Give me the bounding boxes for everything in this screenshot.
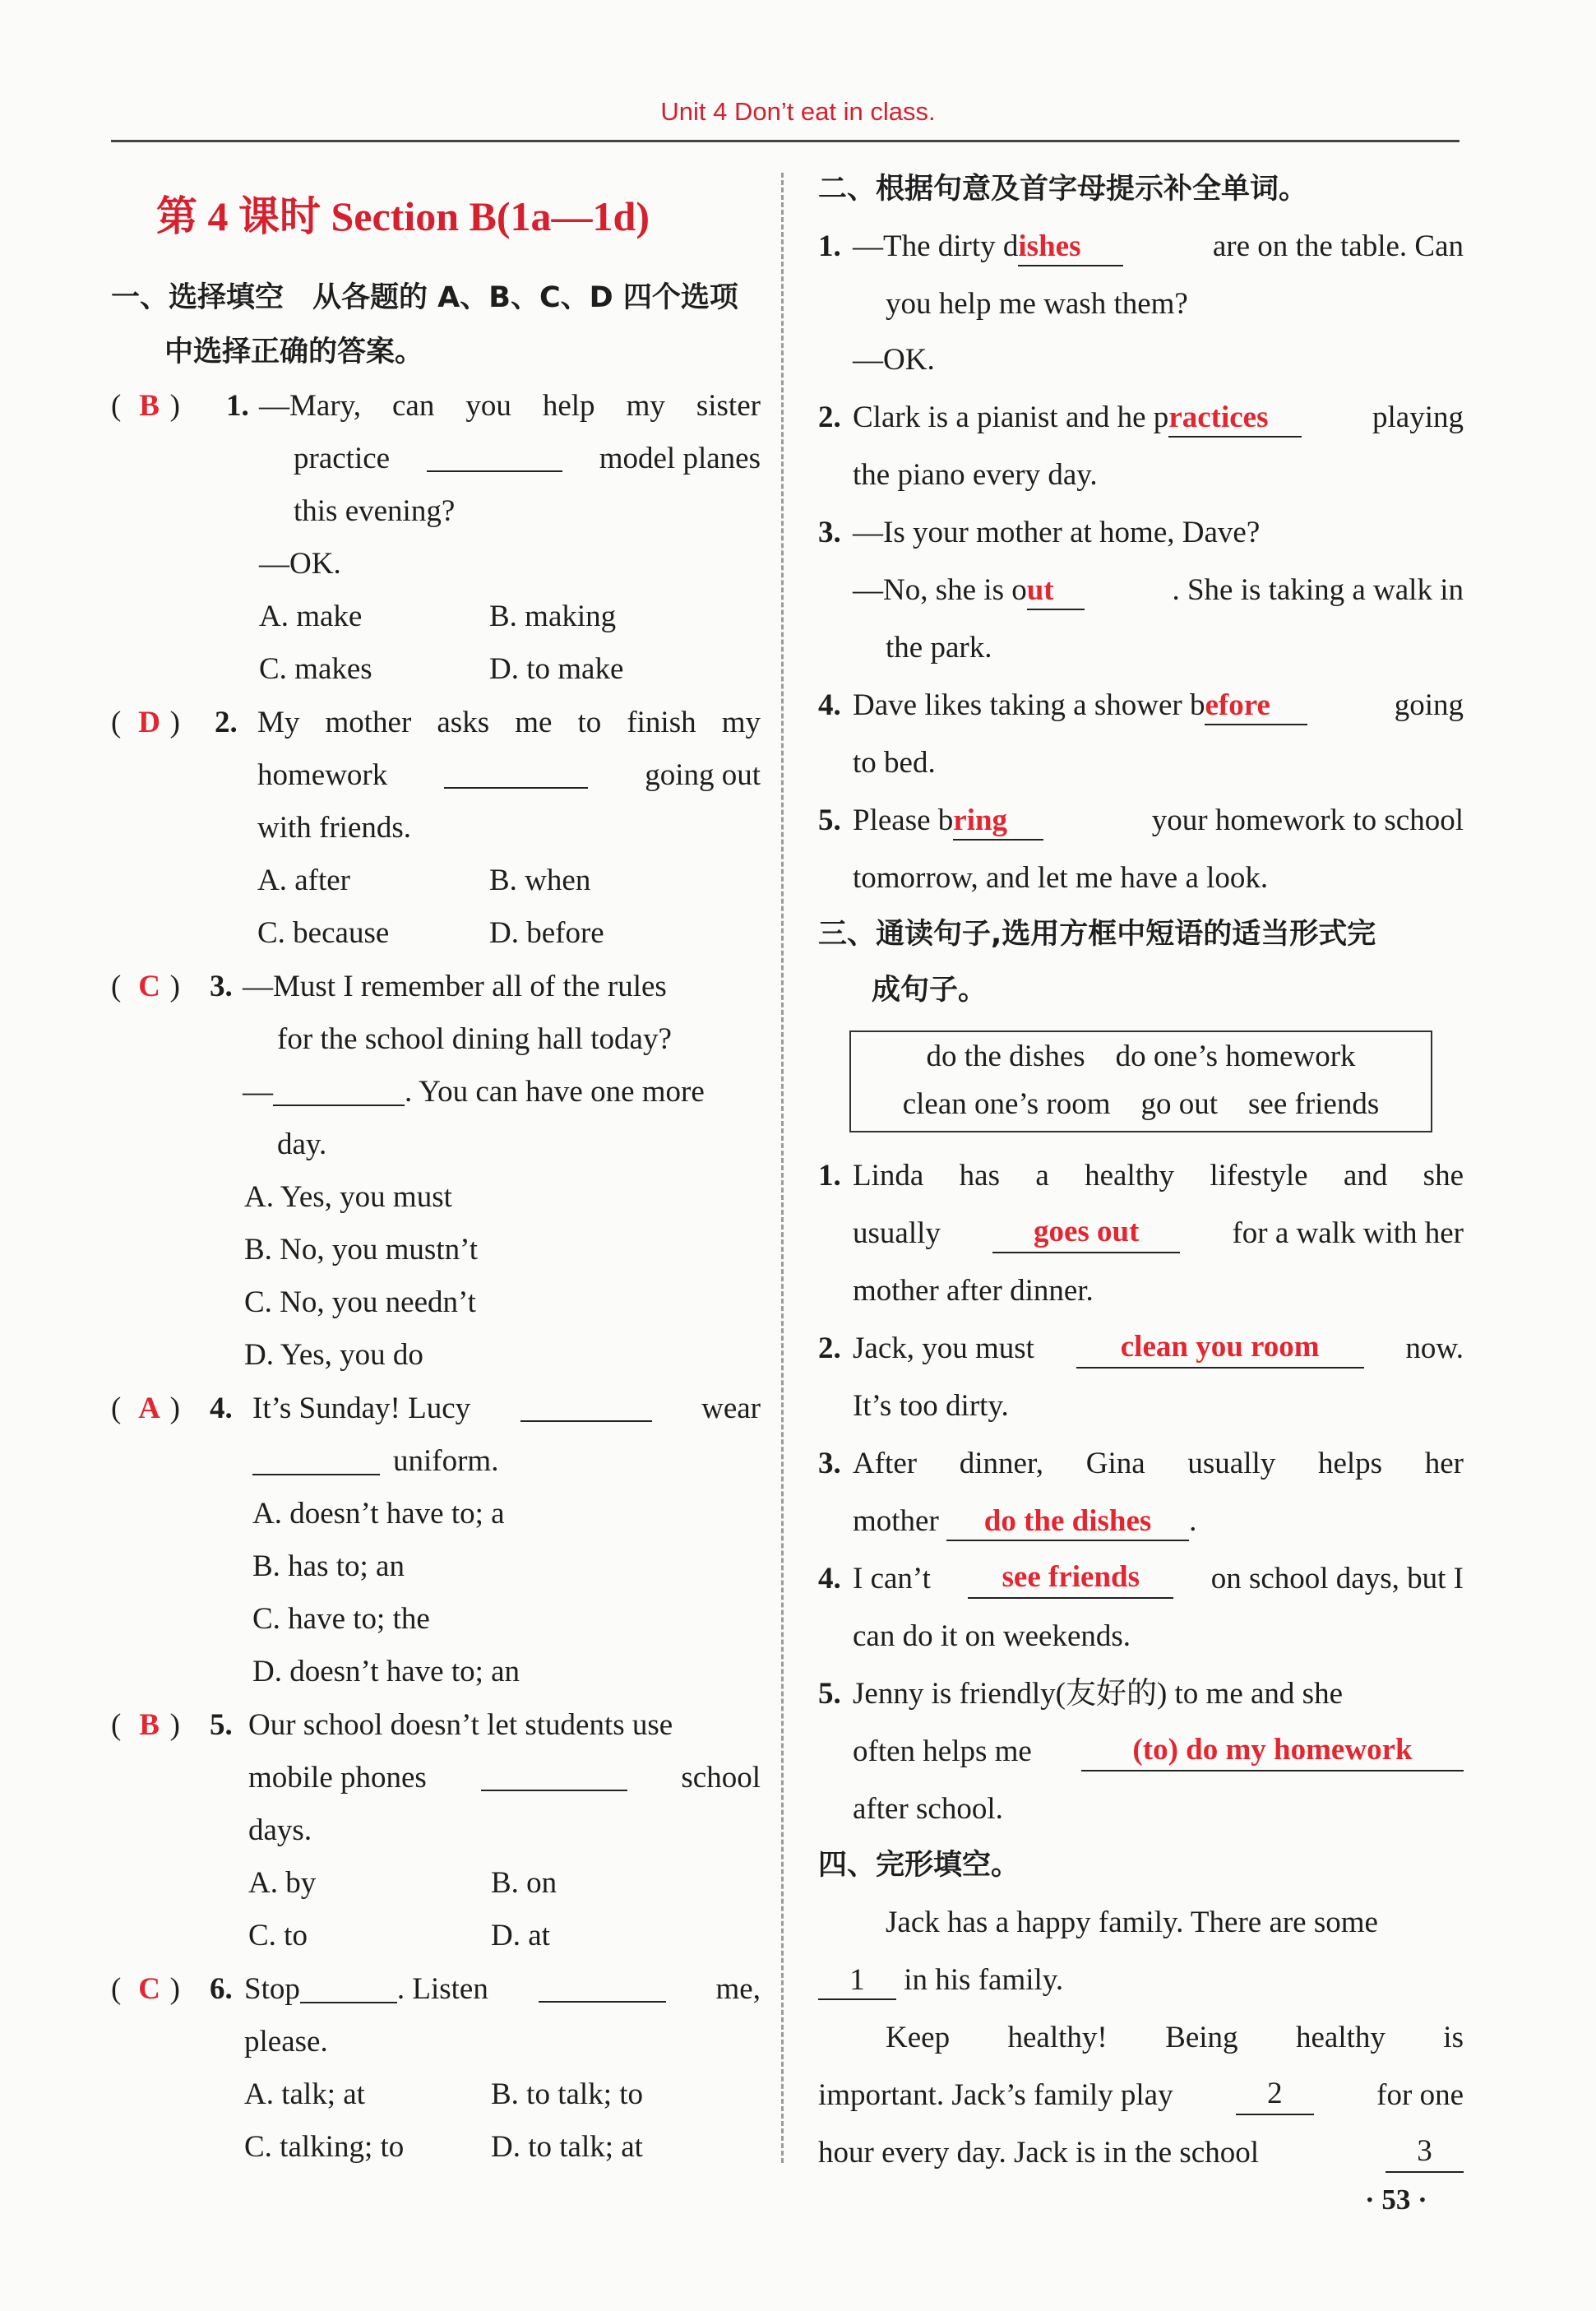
answer-blank[interactable]	[427, 439, 562, 472]
filled-answer[interactable]: ut	[1027, 572, 1085, 610]
question-line: —Must I remember all of the rules	[243, 970, 667, 1003]
question-line: — . You can have one more	[243, 1075, 705, 1109]
option-a: A. make	[259, 600, 363, 633]
phrase-box-line: clean one’s room go out see friends	[902, 1087, 1380, 1121]
question-line: to bed.	[853, 746, 936, 780]
option-d: D. Yes, you do	[244, 1338, 423, 1372]
question-line: mother do the dishes .	[853, 1502, 1196, 1541]
question-line: My mother asks me to finish my	[257, 706, 761, 739]
question-line: —OK.	[853, 343, 935, 377]
question-number: 1.	[818, 1159, 841, 1193]
answer-letter: B	[139, 389, 160, 423]
question-line: with friends.	[257, 811, 412, 845]
section3-heading-cont: 成句子。	[872, 974, 988, 1007]
answer-bracket: ( B )	[111, 1706, 180, 1745]
question-line: days.	[248, 1813, 312, 1847]
question-line: It’s too dirty.	[853, 1389, 1009, 1423]
question-line: Please bring your homework to school	[853, 801, 1464, 841]
question-line: Clark is a pianist and he practices playing	[853, 398, 1464, 438]
section2-heading: 二、根据句意及首字母提示补全单词。	[818, 173, 1308, 206]
question-line: Jenny is friendly(友好的) to me and she	[853, 1677, 1343, 1711]
question-line: Stop . Listen me,	[244, 1970, 761, 2009]
question-number: 1.	[226, 389, 249, 423]
answer-letter: D	[138, 706, 160, 739]
question-line: —The dirty dishes are on the table. Can	[853, 227, 1464, 266]
answer-bracket: ( C )	[111, 967, 180, 1007]
question-number: 2.	[818, 401, 841, 434]
question-line: Our school doesn’t let students use	[248, 1708, 673, 1742]
question-number: 5.	[818, 1677, 841, 1711]
question-line: practice model planes	[294, 439, 761, 479]
answer-blank[interactable]	[444, 756, 588, 789]
question-line: can do it on weekends.	[853, 1619, 1131, 1653]
question-line: mobile phones school	[248, 1758, 761, 1798]
option-b: B. when	[489, 864, 591, 897]
option-a: A. doesn’t have to; a	[252, 1497, 505, 1531]
section1-heading: 一、选择填空 从各题的 A、B、C、D 四个选项	[111, 281, 738, 314]
running-header: Unit 4 Don’t eat in class.	[660, 97, 936, 126]
option-c: C. to	[248, 1919, 308, 1952]
filled-answer[interactable]: ractices	[1168, 400, 1302, 438]
cloze-blank[interactable]: 1	[818, 1962, 896, 2000]
phrase-box-line: do the dishes do one’s homework	[926, 1040, 1356, 1073]
question-line: you help me wash them?	[886, 287, 1188, 321]
filled-answer[interactable]: clean you room	[1076, 1329, 1364, 1369]
option-b: B. on	[491, 1866, 557, 1900]
option-b: B. to talk; to	[491, 2077, 643, 2111]
passage-line: Jack has a happy family. There are some	[886, 1906, 1378, 1939]
question-number: 6.	[210, 1972, 233, 2006]
question-line: Dave likes taking a shower before going	[853, 686, 1464, 725]
option-c: C. have to; the	[252, 1602, 430, 1636]
option-a: A. Yes, you must	[244, 1180, 452, 1214]
lesson-title: 第 4 课时 Section B(1a—1d)	[156, 193, 650, 239]
answer-letter: A	[138, 1392, 160, 1425]
option-b: B. No, you mustn’t	[244, 1233, 479, 1267]
page-number: · 53 ·	[1365, 2184, 1427, 2216]
option-c: C. because	[257, 916, 390, 950]
cloze-blank[interactable]: 3	[1386, 2133, 1464, 2173]
question-line: day.	[277, 1128, 327, 1161]
filled-answer[interactable]: efore	[1205, 688, 1307, 725]
question-line: uniform.	[252, 1442, 498, 1481]
answer-letter: C	[138, 970, 160, 1003]
answer-letter: B	[139, 1708, 160, 1742]
header-rule	[111, 140, 1460, 142]
question-line: the piano every day.	[853, 458, 1098, 492]
option-c: C. talking; to	[244, 2130, 405, 2164]
question-line: After dinner, Gina usually helps her	[853, 1447, 1464, 1480]
passage-line: important. Jack’s family play 2 for one	[818, 2076, 1464, 2115]
filled-answer[interactable]: see friends	[968, 1559, 1173, 1599]
option-c: C. No, you needn’t	[244, 1285, 476, 1319]
section1-heading-cont: 中选择正确的答案。	[164, 336, 424, 368]
answer-blank[interactable]	[252, 1443, 380, 1475]
cloze-blank[interactable]: 2	[1236, 2076, 1314, 2115]
question-number: 4.	[210, 1392, 233, 1425]
answer-bracket: ( D )	[111, 703, 180, 743]
question-line: usually goes out for a walk with her	[853, 1214, 1464, 1253]
option-a: A. talk; at	[244, 2077, 365, 2111]
question-number: 3.	[210, 970, 233, 1003]
question-line: —Is your mother at home, Dave?	[853, 516, 1261, 549]
question-number: 4.	[818, 688, 841, 722]
passage-line: Keep healthy! Being healthy is	[886, 2021, 1464, 2054]
question-number: 1.	[818, 229, 841, 263]
filled-answer[interactable]: ring	[953, 803, 1043, 841]
answer-blank[interactable]	[481, 1758, 627, 1791]
option-b: B. making	[489, 600, 617, 633]
option-d: D. before	[489, 916, 604, 950]
question-line: —Mary, can you help my sister	[259, 389, 761, 423]
question-line: Linda has a healthy lifestyle and she	[853, 1159, 1464, 1193]
question-line: after school.	[853, 1792, 1003, 1826]
question-line: It’s Sunday! Lucy wear	[252, 1389, 761, 1429]
question-line: Jack, you must clean you room now.	[853, 1329, 1464, 1369]
filled-answer[interactable]: (to) do my homework	[1081, 1732, 1464, 1771]
question-line: this evening?	[294, 494, 456, 528]
section3-heading: 三、通读句子,选用方框中短语的适当形式完	[818, 918, 1376, 951]
answer-letter: C	[138, 1972, 160, 2006]
question-line: homework going out	[257, 756, 761, 795]
answer-bracket: ( A )	[111, 1389, 180, 1429]
answer-blank[interactable]	[300, 1971, 397, 2003]
question-line: —No, she is out . She is taking a walk in	[853, 571, 1464, 610]
filled-answer[interactable]: do the dishes	[946, 1503, 1189, 1541]
section4-heading: 四、完形填空。	[818, 1849, 1020, 1882]
question-line: —OK.	[259, 547, 341, 581]
option-d: D. to make	[489, 652, 624, 686]
answer-bracket: ( C )	[111, 1970, 180, 2009]
question-number: 3.	[818, 1447, 841, 1480]
question-line: mother after dinner.	[853, 1274, 1094, 1308]
question-line: please.	[244, 2025, 328, 2059]
column-divider	[781, 173, 784, 2163]
phrase-box	[849, 1030, 1432, 1132]
question-number: 3.	[818, 516, 841, 549]
passage-line: hour every day. Jack is in the school 3	[818, 2133, 1464, 2173]
passage-line: 1 in his family.	[818, 1961, 1063, 2000]
answer-blank[interactable]	[520, 1389, 652, 1422]
answer-blank[interactable]	[273, 1073, 405, 1106]
answer-blank[interactable]	[539, 1970, 666, 2003]
option-a: A. after	[257, 864, 350, 897]
question-number: 4.	[818, 1562, 841, 1595]
filled-answer[interactable]: goes out	[992, 1214, 1180, 1253]
question-number: 2.	[818, 1331, 841, 1365]
question-line: the park.	[886, 631, 992, 665]
question-line: often helps me (to) do my homework	[853, 1732, 1464, 1771]
filled-answer[interactable]: ishes	[1018, 229, 1123, 266]
option-d: D. at	[491, 1919, 550, 1952]
question-line: for the school dining hall today?	[277, 1022, 672, 1056]
question-number: 2.	[215, 706, 238, 739]
option-d: D. doesn’t have to; an	[252, 1655, 520, 1688]
option-d: D. to talk; at	[491, 2130, 643, 2164]
option-b: B. has to; an	[252, 1549, 405, 1583]
option-a: A. by	[248, 1866, 317, 1900]
question-number: 5.	[818, 804, 841, 837]
question-line: tomorrow, and let me have a look.	[853, 861, 1269, 895]
question-line: I can’t see friends on school days, but I	[853, 1559, 1464, 1599]
option-c: C. makes	[259, 652, 372, 686]
answer-bracket: ( B )	[111, 387, 180, 426]
question-number: 5.	[210, 1708, 233, 1742]
